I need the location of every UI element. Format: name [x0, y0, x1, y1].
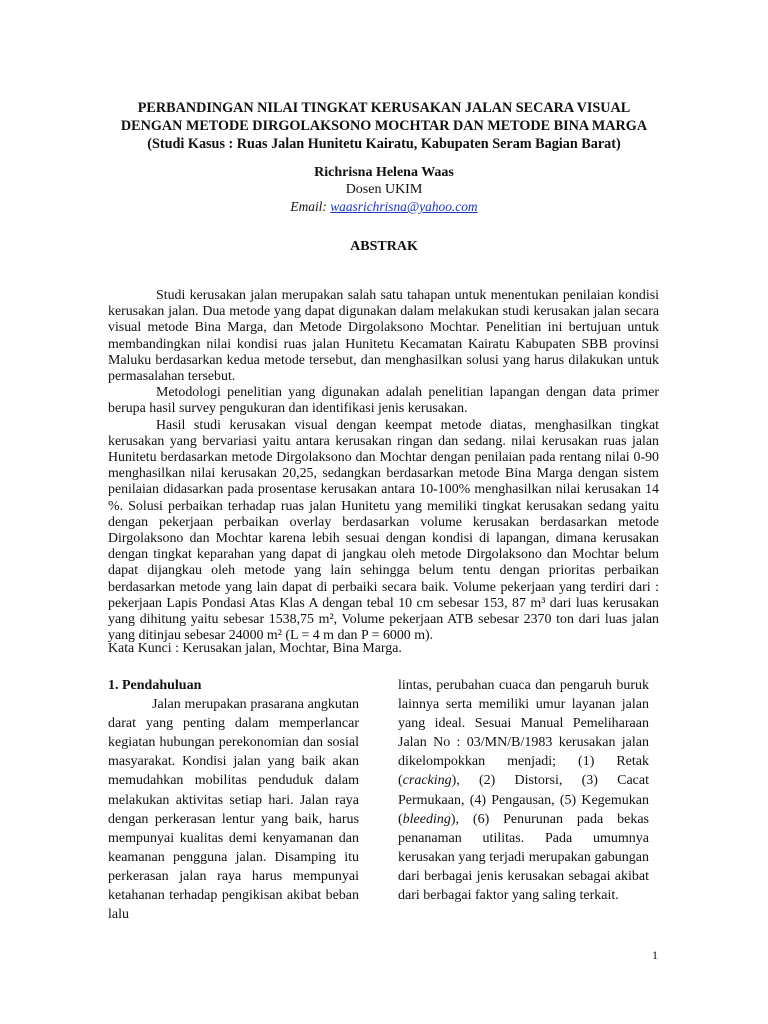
title-line-3: (Studi Kasus : Ruas Jalan Hunitetu Kairatu, Kabupaten Seram Bagian Barat) [147, 136, 621, 152]
right-column [398, 676, 649, 905]
abstract-paragraph-3: Hasil studi kerusakan visual dengan keempat metode diatas, menghasilkan tingkat kerusakan yang bervariasi yaitu antara kerusakan ringan dan sedang. nilai kerusakan ruas jalan Hunitetu berdasarkan metode Dirgolaksono dan Mochtar dengan penilaian pada rentang nilai 0-90 menghasilkan nilai kerusakan 20,25, sedangkan berdasarkan metode Bina Marga dengan sistem penilaian didasarkan pada prosentase kerusakan antara 10-100% menghasilkan nilai kerusakan 14 %. Solusi perbaikan terhadap ruas jalan Hunitetu yang memiliki tingkat kerusakan sedang yaitu dengan pekerjaan perbaikan overlay berdasarkan volume kerusakan berdasarkan metode Dirgolaksono dan Mochtar karena lebih sesuai dengan kondisi di lapangan, dimana kerusakan dengan tingkat keparahan yang dapat di jangkau oleh metode Dirgolaksono dan Mochtar belum dapat dijangkau oleh metode yang lain sehingga belum tentu dengan prioritas perbaikan berdasarkan metode yang lain dapat di perbaiki secara baik. Volume pekerjaan yang terdiri dari : pekerjaan Lapis Pondasi Atas Klas A dengan tebal 10 cm sebesar 153, 87 m³ dari luas kerusakan yang dihitung yaitu sebesar 1538,75 m², Volume pekerjaan ATB sebesar 2370 ton dari luas jalan yang ditinjau sebesar 24000 m² (L = 4 m dan P = 6000 m). [108, 417, 659, 644]
left-column [108, 676, 359, 924]
section-paragraph-right [398, 676, 649, 905]
section-paragraph-left: Jalan merupakan prasarana angkutan darat yang penting dalam memperlancar kegiatan hubungan perekonomian dan sosial masyarakat. Kondisi jalan yang baik akan memudahkan mobilitas penduduk dalam melakukan aktivitas setiap hari. Jalan raya dengan perkerasan lentur yang baik, harus mempunyai kualitas demi kenyamanan dan keamanan pengguna jalan. Disamping itu perkerasan jalan raya harus mempunyai ketahanan terhadap pengikisan akibat beban lalu [108, 697, 359, 923]
right-text-b: ), (2) Distorsi, (3) Cacat Permukaan, (4) Pengausan, (5) Kegemukan ( [398, 773, 649, 827]
author-block [80, 164, 688, 215]
title-line-2: DENGAN METODE DIRGOLAKSONO MOCHTAR DAN METODE BINA MARGA [120, 118, 648, 134]
abstract-body [108, 288, 659, 644]
paper-title [80, 99, 688, 153]
abstract-paragraph-1: Studi kerusakan jalan merupakan salah satu tahapan untuk menentukan penilaian kondisi kerusakan jalan. Dua metode yang dapat digunakan dalam melakukan studi kerusakan jalan secara visual metode Bina Marga, dan Metode Dirgolaksono Mochtar. Penelitian ini bertujuan untuk membandingkan nilai kondisi ruas jalan Hunitetu Kecamatan Kairatu Kabupaten SBB provinsi Maluku berdasarkan kedua metode tersebut, dan menghasilkan solusi yang harus dilakukan untuk permasalahan tersebut. [108, 288, 659, 385]
right-text-a: lintas, perubahan cuaca dan pengaruh buruk lainnya serta memiliki umur layanan jalan yang ideal. Sesuai Manual Pemeliharaan Jalan No : 03/MN/B/1983 kerusakan jalan dikelompokkan menjadi; (1) Retak ( [398, 678, 649, 789]
term-cracking: cracking [402, 773, 452, 789]
abstract-paragraph-2: Metodologi penelitian yang digunakan adalah penelitian lapangan dengan data primer berupa hasil survey pengukuran dan identifikasi jenis kerusakan. [108, 385, 659, 417]
section-heading: 1. Pendahuluan [108, 678, 202, 693]
author-name: Richrisna Helena Waas [314, 165, 454, 180]
email-label: Email: [290, 199, 327, 214]
abstract-heading: ABSTRAK [350, 239, 418, 254]
page-number: 1 [652, 948, 658, 962]
title-line-1: PERBANDINGAN NILAI TINGKAT KERUSAKAN JALAN SECARA VISUAL [137, 100, 631, 116]
right-text-c: ), (6) Penurunan pada bekas penanaman utilitas. Pada umumnya kerusakan yang terjadi merupakan gabungan dari berbagai jenis kerusakan sebagai akibat dari berbagai faktor yang saling terkait. [398, 811, 649, 904]
keywords: Kata Kunci : Kerusakan jalan, Mochtar, Bina Marga. [108, 641, 402, 656]
author-email-line [80, 198, 688, 215]
author-affiliation: Dosen UKIM [345, 182, 423, 197]
term-bleeding: bleeding [402, 811, 451, 827]
email-link[interactable]: waasrichrisna@yahoo.com [330, 199, 478, 214]
